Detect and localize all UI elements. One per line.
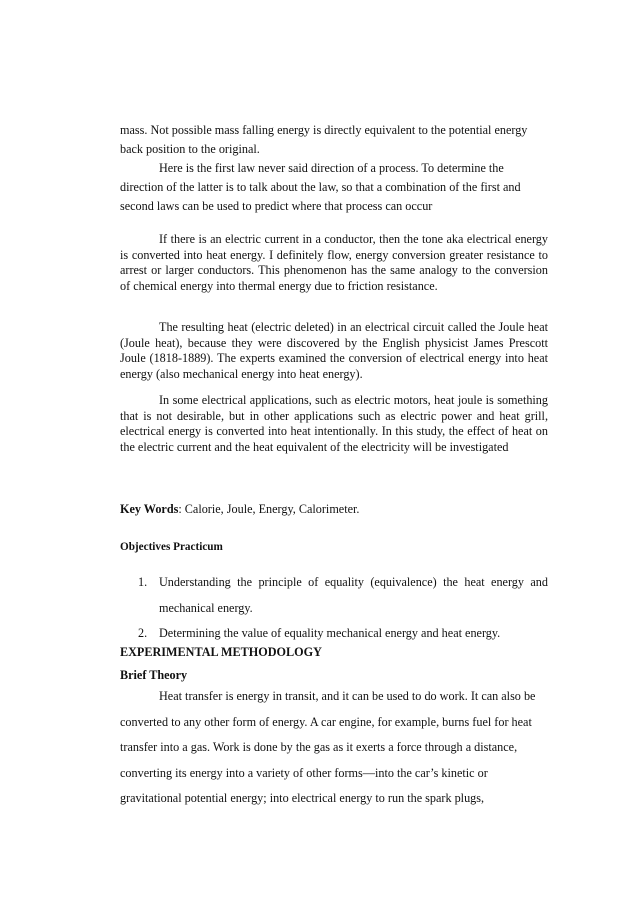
list-item-text: Understanding the principle of equality (equivalence) the heat energy and mechanical energy. [159, 575, 548, 615]
paragraph-brief-theory: Heat transfer is energy in transit, and it can be used to do work. It can also be converted to any other form of energy. A car engine, for example, burns fuel for heat transfer into a gas. Work is done by the gas as it exerts a force through a distance, converting its energy into a variety of other forms—into the car’s kinetic or gravitational potential energy; into electrical energy to run the spark plugs, [120, 689, 536, 805]
keywords-label: Key Words [120, 502, 179, 516]
paragraph-applications: In some electrical applications, such as electric motors, heat joule is something that is not desirable, but in other applications such as electric power and heat grill, electrical energy is converted into heat intentionally. In this study, the effect of heat on the electric current and the heat equivalent of the electricity will be investigated [120, 393, 548, 454]
keywords-text: : Calorie, Joule, Energy, Calorimeter. [178, 502, 360, 516]
list-item-text: Determining the value of equality mechanical energy and heat energy. [159, 626, 501, 640]
subsection-title: Brief Theory [120, 668, 188, 682]
objectives-title: Objectives Practicum [120, 541, 223, 553]
paragraph-mass: mass. Not possible mass falling energy is directly equivalent to the potential energy back position to the original. [120, 123, 528, 156]
paragraph-joule-heat: The resulting heat (electric deleted) in an electrical circuit called the Joule heat (Joule heat), because they were discovered by the English physicist James Prescott Joule (1818-1889). The experts examined the conversion of electrical energy into heat energy (also mechanical energy into heat energy). [120, 320, 548, 381]
list-item [138, 621, 548, 647]
paragraph-electric-current: If there is an electric current in a conductor, then the tone aka electrical energy is converted into heat energy. I definitely flow, energy conversion greater resistance to arrest or larger conductors. This phenomenon has the same analogy to the conversion of chemical energy into thermal energy due to friction resistance. [120, 232, 548, 293]
paragraph-first-law: Here is the first law never said direction of a process. To determine the direction of the latter is to talk about the law, so that a combination of the first and second laws can be used to predict where that process can occur [120, 161, 521, 213]
section-title: EXPERIMENTAL METHODOLOGY [120, 645, 322, 659]
keywords-line [120, 502, 548, 517]
objectives-list [138, 570, 548, 647]
list-item-number: 1. [138, 575, 148, 589]
list-item [138, 570, 548, 621]
list-item-number: 2. [138, 626, 148, 640]
